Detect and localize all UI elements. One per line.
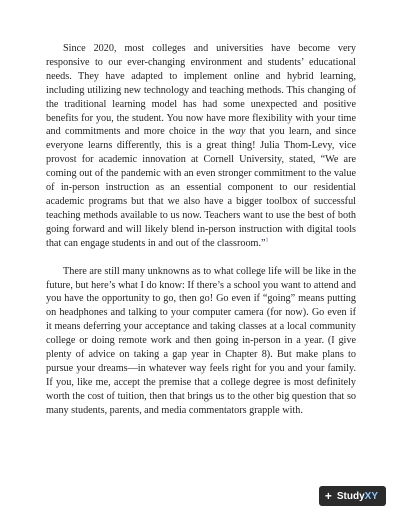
paragraph-1-text-a: Since 2020, most colleges and universities have become very responsive to our ever-changing environment and students’ educational needs. They have adapted to implement online and hybrid learning, including utilizing new technology and teaching methods. This changing of the traditional learning model has had some unexpected and positive benefits for you, the student. You now have more flexibility with your time and commitments and more choice in the [46,43,356,138]
emphasis-way: way [228,126,246,138]
paragraph-2: There are still many unknowns as to what college life will be like in the future, but here’s what I do know: If there’s a school you want to attend and you have the opportunity to go, then go! Go even if “going” means putting on headphones and talking to your computer camera (for now). Go even if it means deferring your acceptance and taking classes at a local community college or doing remote work and then going in-person in a year. (I give plenty of advice on taking a gap year in Chapter 8). But make plans to pursue your dreams—in whatever way feels right for you and your family. If you, like me, accept the premise that a college degree is most definitely worth the cost of tuition, then that brings us to the other big question that so many students, parents, and media commentators grapple with. [46,265,356,416]
brand-logo: StudyXY [336,490,378,502]
paragraph-1 [46,42,356,251]
plus-icon: + [324,489,332,503]
studyxy-badge[interactable] [319,486,386,506]
footnote-link[interactable]: 1 [265,237,269,244]
paragraph-1-text-b: that you learn, and since everyone learns differently, this is a great thing! Julia Thom-Levy, vice provost for academic innovation at Cornell University, stated, “We are coming out of the pandemic with an even stronger commitment to the value of in-person instruction as an essential component to our residential academic programs but that we also have a bigger toolbox of successful teaching methods available to us now. Teachers want to use the best of both going forward and will likely blend in-person instruction with digital tools that can engage students in and out of the classroom.” [46,126,357,249]
document-body [46,42,356,418]
